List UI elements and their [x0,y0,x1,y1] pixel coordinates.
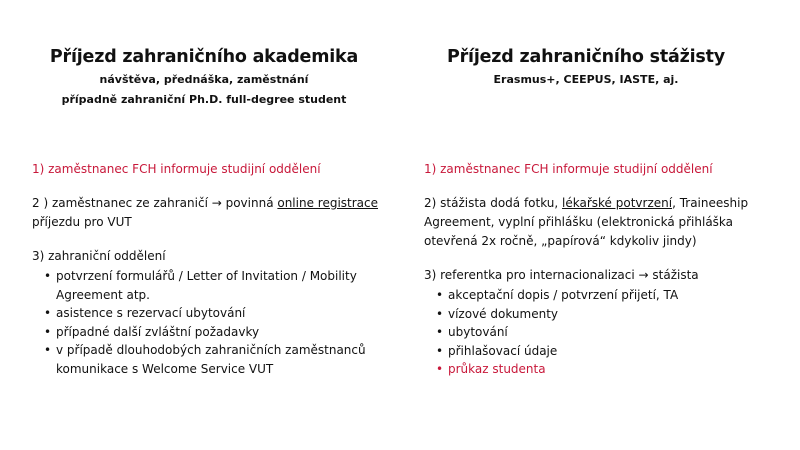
left-title: Příjezd zahraničního akademika [49,47,359,67]
medical-certificate-link[interactable]: lékařské potvrzení [562,196,673,210]
list-item: • asistence s rezervací ubytování [44,304,372,323]
online-registration-link[interactable]: online registrace [277,196,379,210]
right-title: Příjezd zahraničního stážisty [446,47,726,67]
left-step-2-text: 2 ) zaměstnanec ze zahraničí → povinná [32,196,278,210]
list-item: • potvrzení formulářů / Letter of Invitation / Mobility Agreement atp. [44,267,372,304]
right-step-1: 1) zaměstnanec FCH informuje studijní oddělení [424,162,713,176]
list-item: • vízové dokumenty [436,305,780,324]
left-body [32,160,379,378]
left-step-2-end: příjezdu pro VUT [32,215,132,229]
right-step-3 [424,266,780,379]
left-bullet-list [32,267,372,378]
right-step-2 [424,194,780,251]
right-step-2-text: 2) stážista dodá fotku, [424,196,563,210]
right-bullet-list [424,286,780,379]
left-header [4,44,404,110]
left-subtitle-2: případně zahraniční Ph.D. full-degree student [61,93,347,106]
left-step-3 [32,247,372,378]
right-subtitle-1: Erasmus+, CEEPUS, IASTE, aj. [493,73,679,86]
list-item: • ubytování [436,323,780,342]
left-step-1: 1) zaměstnanec FCH informuje studijní oddělení [32,162,321,176]
list-item: • případné další zvláštní požadavky [44,323,372,342]
list-item: • v případě dlouhodobých zahraničních zaměstnanců komunikace s Welcome Service VUT [44,341,372,378]
left-step-3-label: 3) zahraniční oddělení [32,249,166,263]
right-step-3-label: 3) referentka pro internacionalizaci → stážista [424,268,699,282]
right-step-2-end: , Traineeship Agreement, vyplní přihlášku (elektronická přihláška otevřená 2x ročně, „papírová“ kdykoliv jindy) [424,196,749,248]
list-item: • přihlašovací údaje [436,342,780,361]
list-item-student-card: • průkaz studenta [436,360,780,379]
list-item: • akceptační dopis / potvrzení přijetí, TA [436,286,780,305]
right-body [424,160,780,379]
right-header [386,44,786,90]
left-step-2 [32,194,379,232]
left-subtitle-1: návštěva, přednáška, zaměstnání [99,73,309,86]
